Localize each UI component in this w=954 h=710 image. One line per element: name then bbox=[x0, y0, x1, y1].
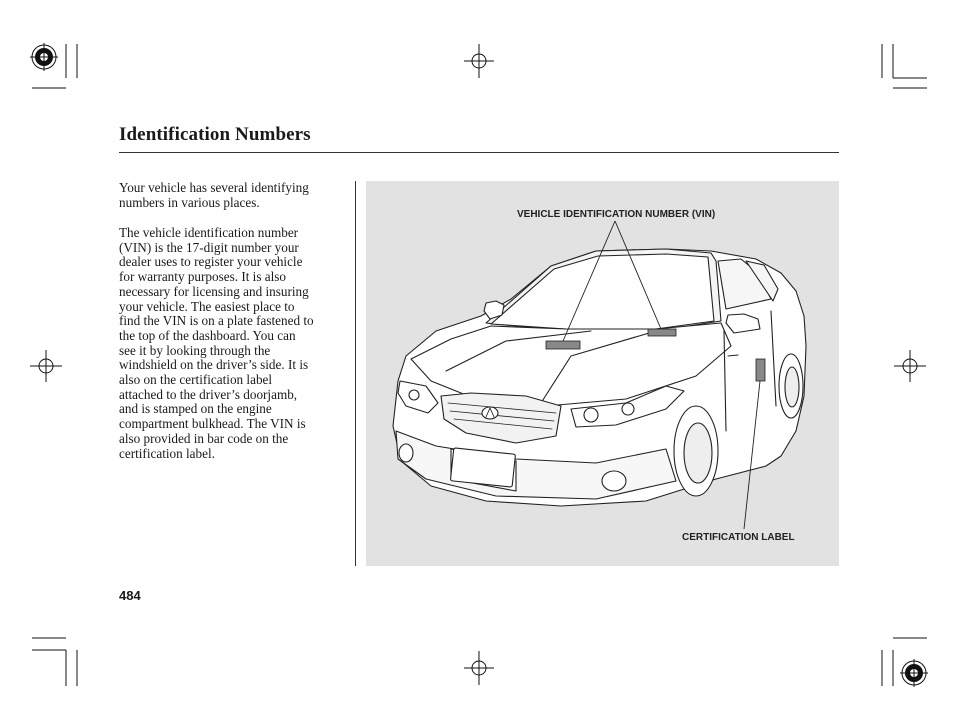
vin-plate-dash bbox=[546, 341, 580, 349]
page-number: 484 bbox=[119, 588, 141, 603]
column-divider bbox=[355, 181, 356, 566]
vin-paragraph: The vehicle identification number (VIN) is the 17-digit number your dealer uses to register your vehicle for warranty purposes. It is also necessary for licensing and insuring your vehicle. The easiest place to find the VIN is on a plate fastened to the top of the dashboard. You can see it by looking through the windshield on the driver’s side. It is also on the certification label attached to the driver’s doorjamb, and is stamped on the engine compartment bulkhead. The VIN is also provided in bar code on the certification label. bbox=[119, 225, 314, 461]
vin-callout-label: VEHICLE IDENTIFICATION NUMBER (VIN) bbox=[517, 209, 716, 220]
title-divider bbox=[119, 152, 839, 153]
car-illustration bbox=[366, 181, 839, 566]
intro-paragraph: Your vehicle has several identifying numbers in various places. bbox=[119, 180, 309, 210]
certification-callout-label: CERTIFICATION LABEL bbox=[682, 532, 795, 543]
vin-plate-windshield bbox=[648, 329, 676, 336]
certification-label-mark bbox=[756, 359, 765, 381]
page-title: Identification Numbers bbox=[119, 124, 311, 145]
